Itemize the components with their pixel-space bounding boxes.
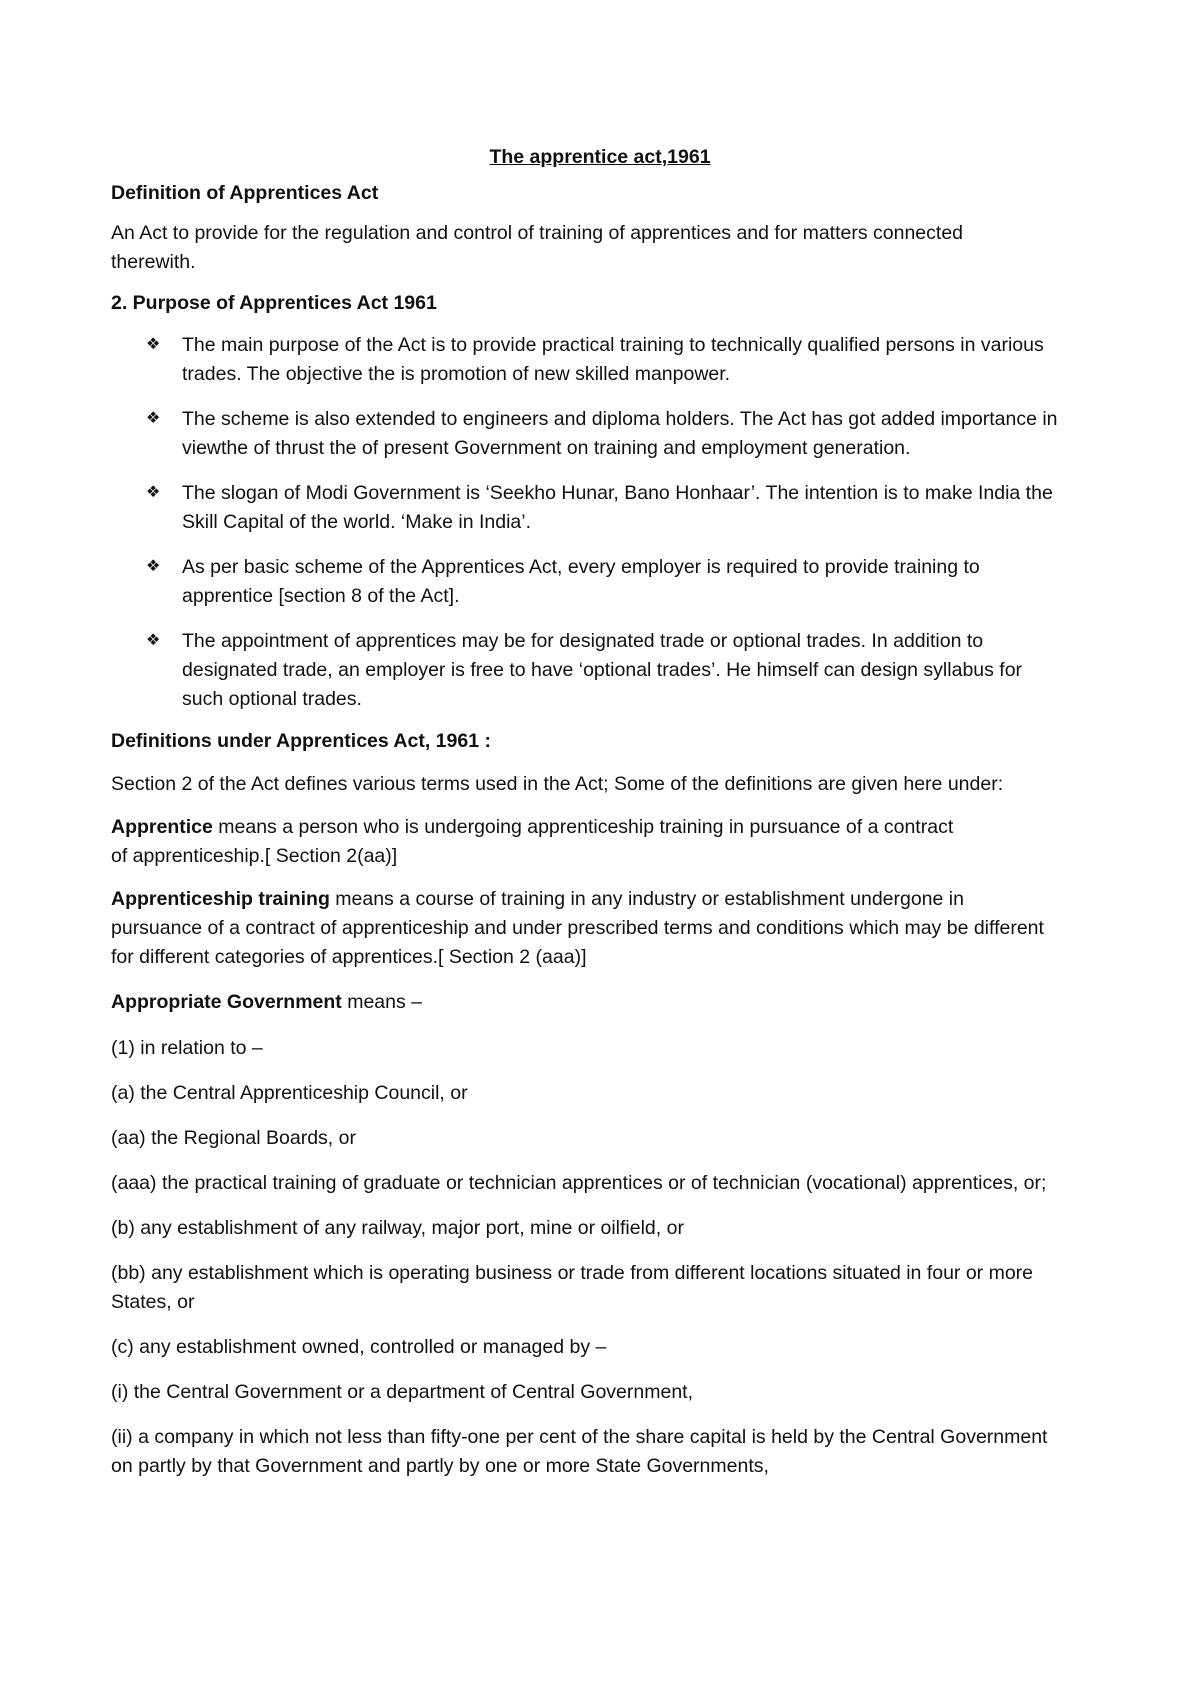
clause-i: (i) the Central Government or a department of Central Government,: [111, 1381, 694, 1403]
appropriate-government-line: [111, 991, 422, 1014]
heading-definition: Definition of Apprentices Act: [111, 182, 379, 204]
diamond-bullet-icon: ❖: [146, 410, 161, 427]
clause-aaa: (aaa) the practical training of graduate or technician apprentices or of technician (vocational) apprentices, or;: [111, 1172, 1047, 1194]
apprenticeship-training-line-2: pursuance of a contract of apprenticeship and under prescribed terms and conditions which may be different: [111, 917, 1044, 939]
intro-line-1: An Act to provide for the regulation and control of training of apprentices and for matters connected: [111, 222, 964, 244]
section-2-intro: Section 2 of the Act defines various terms used in the Act; Some of the definitions are given here under:: [111, 773, 1004, 795]
page-title: The apprentice act,1961: [489, 146, 711, 168]
clause-1: (1) in relation to –: [111, 1037, 263, 1059]
bullet-2-line-2: viewthe of thrust the of present Government on training and employment generation.: [182, 437, 911, 459]
diamond-bullet-icon: ❖: [146, 336, 161, 353]
clause-ii-line-1: (ii) a company in which not less than fifty-one per cent of the share capital is held by the Central Government: [111, 1426, 1048, 1448]
clause-a: (a) the Central Apprenticeship Council, or: [111, 1082, 468, 1104]
bullet-3-line-2: Skill Capital of the world. ‘Make in India’.: [182, 511, 531, 533]
diamond-bullet-icon: ❖: [146, 558, 161, 575]
diamond-bullet-icon: ❖: [146, 484, 161, 501]
bullet-5-line-3: such optional trades.: [182, 688, 362, 710]
apprenticeship-training-text: means a course of training in any industry or establishment undergone in: [329, 888, 964, 910]
heading-purpose: 2. Purpose of Apprentices Act 1961: [111, 292, 437, 314]
apprenticeship-training-line-3: for different categories of apprentices.[ Section 2 (aaa)]: [111, 946, 587, 968]
bullet-2-line-1: The scheme is also extended to engineers and diploma holders. The Act has got added importance in: [182, 408, 1058, 430]
bullet-3-line-1: The slogan of Modi Government is ‘Seekho Hunar, Bano Honhaar’. The intention is to make India the: [182, 482, 1053, 504]
apprenticeship-training-term: Apprenticeship training: [111, 888, 330, 910]
appropriate-government-term: Appropriate Government: [111, 991, 342, 1013]
apprentice-def-line-2: of apprenticeship.[ Section 2(aa)]: [111, 845, 398, 867]
appropriate-government-text: means –: [341, 991, 423, 1013]
bullet-1-line-1: The main purpose of the Act is to provide practical training to technically qualified persons in various: [182, 334, 1044, 356]
diamond-bullet-icon: ❖: [146, 632, 161, 649]
clause-bb-line-2: States, or: [111, 1291, 195, 1313]
heading-definitions: Definitions under Apprentices Act, 1961 :: [111, 730, 491, 752]
apprentice-def-line-1: [111, 816, 953, 839]
clause-ii-line-2: on partly by that Government and partly by one or more State Governments,: [111, 1455, 769, 1477]
apprentice-term: Apprentice: [111, 816, 213, 838]
bullet-4-line-1: As per basic scheme of the Apprentices Act, every employer is required to provide training to: [182, 556, 980, 578]
bullet-1-line-2: trades. The objective the is promotion of new skilled manpower.: [182, 363, 731, 385]
bullet-5-line-1: The appointment of apprentices may be for designated trade or optional trades. In addition to: [182, 630, 984, 652]
clause-bb-line-1: (bb) any establishment which is operating business or trade from different locations situated in four or more: [111, 1262, 1034, 1284]
clause-c: (c) any establishment owned, controlled or managed by –: [111, 1336, 607, 1358]
clause-b: (b) any establishment of any railway, major port, mine or oilfield, or: [111, 1217, 684, 1239]
bullet-4-line-2: apprentice [section 8 of the Act].: [182, 585, 460, 607]
apprentice-def-text: means a person who is undergoing apprenticeship training in pursuance of a contract: [212, 816, 954, 838]
apprenticeship-training-line-1: [111, 888, 964, 911]
intro-line-2: therewith.: [111, 251, 196, 273]
clause-aa: (aa) the Regional Boards, or: [111, 1127, 356, 1149]
bullet-5-line-2: designated trade, an employer is free to have ‘optional trades’. He himself can design syllabus for: [182, 659, 1023, 681]
